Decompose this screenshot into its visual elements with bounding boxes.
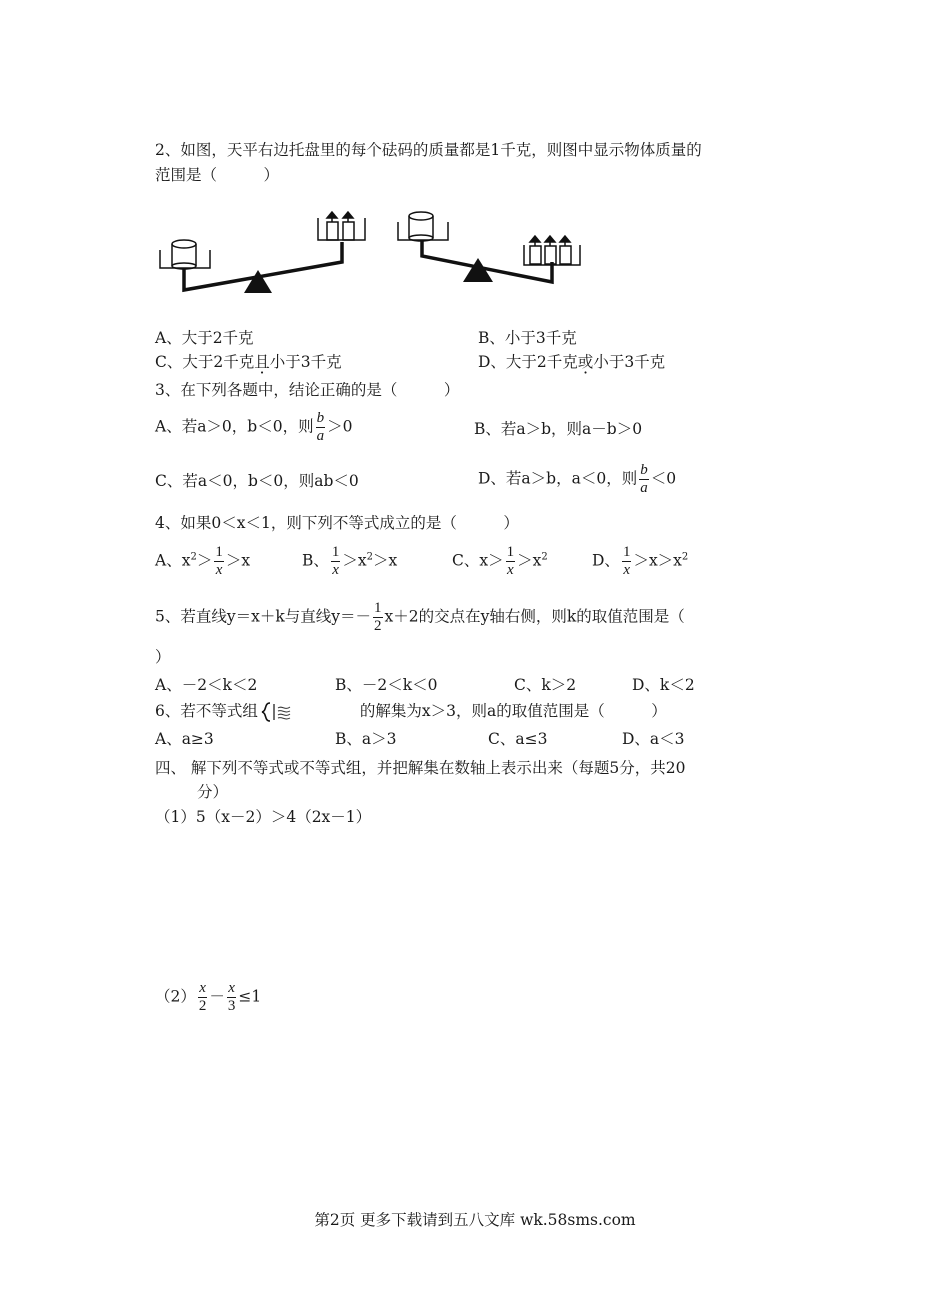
q5-option-c: C、k＞2: [514, 676, 577, 694]
q2-stem-line1: 2、如图，天平右边托盘里的每个砝码的质量都是1千克，则图中显示物体质量的: [155, 141, 702, 159]
q6-option-a: A、a≥3: [155, 730, 214, 748]
q4-stem: 4、如果0＜x＜1，则下列不等式成立的是（ ）: [155, 514, 519, 532]
q2-stem-line2: 范围是（ ）: [155, 166, 280, 184]
balance-illustration: [0, 0, 950, 320]
q3-option-b: B、若a＞b，则a－b＞0: [474, 420, 643, 438]
inequality-system-image: [258, 701, 318, 723]
q3-option-d: D、若a＞b，a＜0，则 $\frac{b}{a}$ ＜0: [478, 462, 677, 496]
left-balance-icon: [160, 212, 365, 293]
q6-stem: 6、若不等式组 的解集为x＞3，则a的取值范围是（ ）: [155, 700, 667, 723]
right-balance-icon: [398, 212, 580, 282]
q6-option-d: D、a＜3: [622, 730, 685, 748]
q3-option-a: A、若a＞0，b＜0，则 $\frac{b}{a}$ ＞0: [155, 410, 353, 444]
q4-option-b: B、 $\frac{1}{x}$ $>x^2>x$: [302, 544, 398, 578]
q4-option-c: C、x＞ $\frac{1}{x}$ $>x^2$: [452, 544, 548, 578]
q5-option-d: D、k＜2: [632, 676, 695, 694]
q2-option-a: A、大于2千克: [155, 329, 254, 347]
q4-option-d: D、 $\frac{1}{x}$ $>x>x^2$: [592, 544, 689, 578]
q5-stem-line2: ）: [155, 648, 171, 666]
q2-option-d: D、大于2千克或小于3千克: [478, 353, 666, 371]
q2-option-c: C、大于2千克且小于3千克: [155, 353, 342, 371]
q4-option-a: A、$x^2>$ $\frac{1}{x}$ ＞x: [155, 544, 251, 578]
section-4-heading: 四、 解下列不等式或不等式组，并把解集在数轴上表示出来（每题5分，共20: [155, 759, 686, 777]
q5-option-b: B、－2＜k＜0: [335, 676, 438, 694]
q5-option-a: A、－2＜k＜2: [155, 676, 258, 694]
q3-stem: 3、在下列各题中，结论正确的是（ ）: [155, 381, 460, 399]
section-4-heading-line2: 分）: [197, 783, 229, 801]
problem-2: （2） $\frac{x}{2}$ － $\frac{x}{3}$ ≤1: [155, 980, 262, 1014]
page-footer: 第2页 更多下载请到五八文库 wk.58sms.com: [314, 1211, 636, 1229]
q2-option-b: B、小于3千克: [478, 329, 577, 347]
problem-1: （1）5（x－2）＞4（2x－1）: [155, 808, 372, 826]
q6-option-c: C、a≤3: [488, 730, 548, 748]
q3-option-c: C、若a＜0，b＜0，则ab＜0: [155, 472, 359, 490]
q5-stem: 5、若直线y＝x＋k与直线y＝－ $\frac{1}{2}$ x＋2的交点在y轴右侧，则k的取值范围是（: [155, 600, 685, 634]
q6-option-b: B、a＞3: [335, 730, 397, 748]
